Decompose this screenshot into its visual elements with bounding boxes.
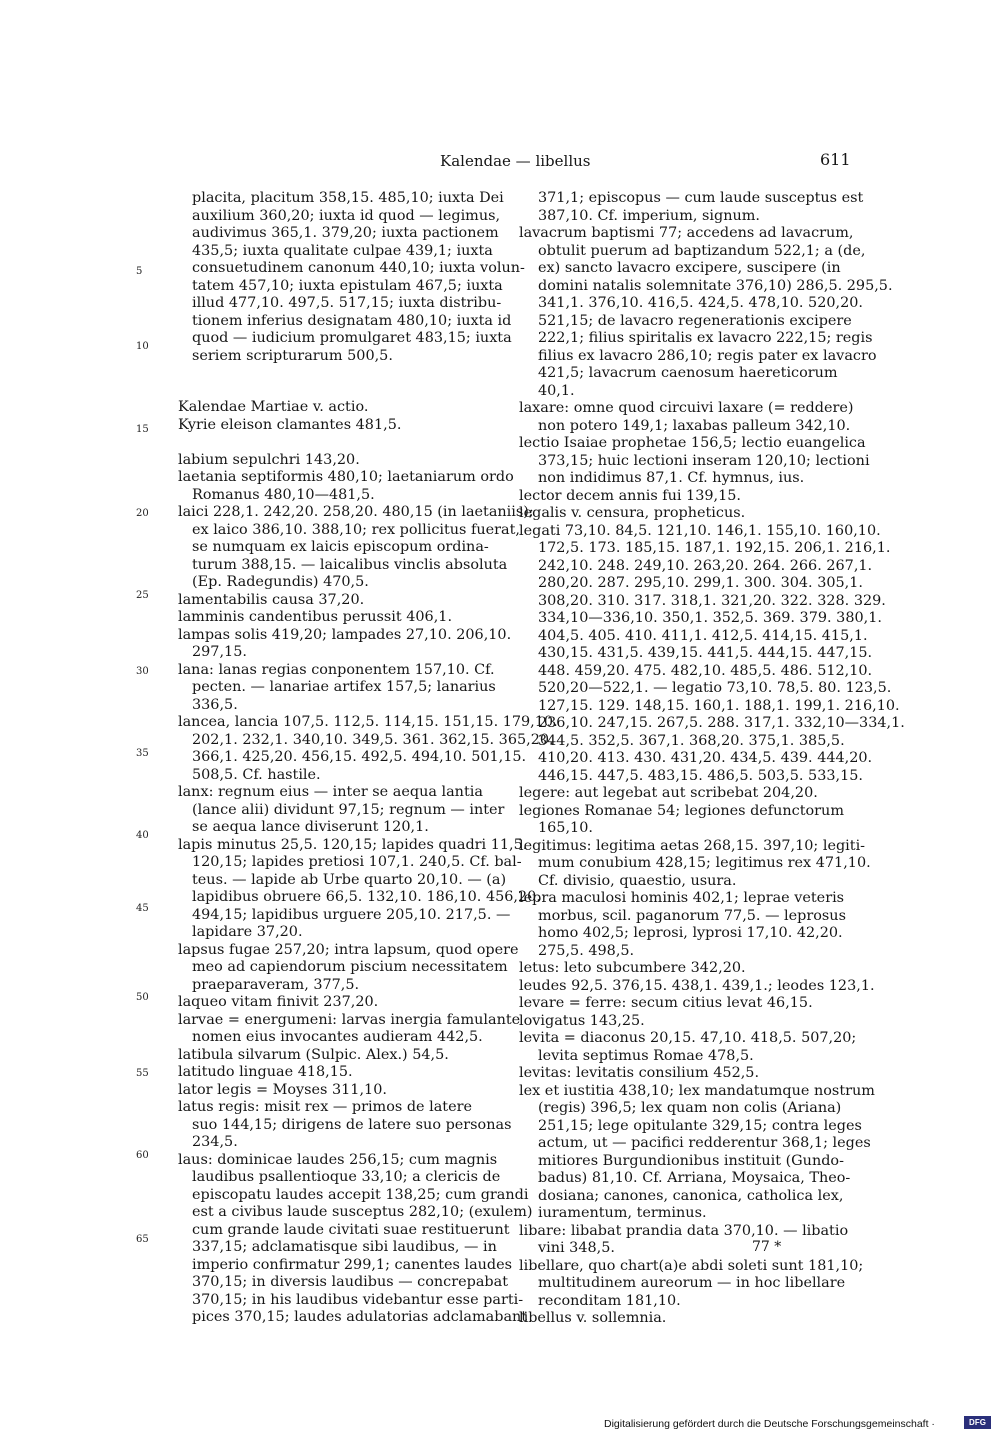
entry-line: lancea, lancia 107,5. 112,5. 114,15. 151,15. 179,10.	[178, 714, 558, 730]
entry-line: 242,10. 248. 249,10. 263,20. 264. 266. 267,1.	[538, 557, 873, 574]
entry-line: 40,1.	[538, 382, 575, 399]
entry-line: domini natalis solemnitate 376,10) 286,5. 295,5.	[538, 277, 893, 294]
entry-line: non indidimus 87,1. Cf. hymnus, ius.	[538, 470, 805, 486]
entry-line: lapidare 37,20.	[192, 924, 303, 940]
entry-line: levitas: levitatis consilium 452,5.	[519, 1065, 760, 1081]
entry-line: legiones Romanae 54; legiones defunctorum	[519, 802, 844, 819]
entry-line: homo 402,5; leprosi, lyprosi 17,10. 42,20.	[538, 925, 843, 941]
entry-line: latibula silvarum (Sulpic. Alex.) 54,5.	[178, 1046, 449, 1063]
entry-line: multitudinem aureorum — in hoc libellare	[538, 1275, 846, 1291]
entry-line: 308,20. 310. 317. 318,1. 321,20. 322. 328. 329.	[538, 592, 886, 609]
entry-line: legitimus: legitima aetas 268,15. 397,10; legiti-	[519, 837, 866, 854]
line-number: 55	[136, 1068, 149, 1079]
entry-line: 344,5. 352,5. 367,1. 368,20. 375,1. 385,5.	[538, 732, 845, 749]
entry-line: laudibus psallentioque 33,10; a clericis de	[192, 1169, 501, 1185]
line-number: 30	[136, 666, 149, 677]
entry-line: 280,20. 287. 295,10. 299,1. 300. 304. 305,1.	[538, 575, 863, 591]
entry-line: illud 477,10. 497,5. 517,15; iuxta distribu-	[192, 295, 502, 311]
entry-line: leudes 92,5. 376,15. 438,1. 439,1.; leodes 123,1.	[519, 977, 875, 994]
entry-line: 421,5; lavacrum caenosum haereticorum	[538, 365, 838, 381]
entry-line: lector decem annis fui 139,15.	[519, 487, 741, 504]
entry-line: laici 228,1. 242,20. 258,20. 480,15 (in laetaniis);	[178, 504, 534, 520]
entry-line: audivimus 365,1. 379,20; iuxta pactionem	[192, 225, 499, 241]
entry-line: 371,1; episcopus — cum laude susceptus est	[538, 190, 864, 206]
entry-line: seriem scripturarum 500,5.	[192, 347, 393, 364]
entry-line: labium sepulchri 143,20.	[178, 451, 360, 468]
entry-line: lex et iustitia 438,10; lex mandatumque nostrum	[519, 1082, 875, 1099]
entry-line: 404,5. 405. 410. 411,1. 412,5. 414,15. 415,1.	[538, 627, 868, 644]
entry-line: vini 348,5.	[538, 1240, 615, 1256]
line-number: 60	[136, 1150, 149, 1161]
entry-line: lovigatus 143,25.	[519, 1012, 645, 1029]
entry-line: 165,10.	[538, 820, 593, 836]
entry-line: lamminis candentibus perussit 406,1.	[178, 609, 453, 625]
entry-line: 370,15; in diversis laudibus — concrepabat	[192, 1274, 508, 1290]
entry-line: 120,15; lapides pretiosi 107,1. 240,5. Cf. bal-	[192, 854, 522, 870]
entry-line: actum, ut — pacifici redderentur 368,1; leges	[538, 1135, 871, 1151]
entry-line: legati 73,10. 84,5. 121,10. 146,1. 155,10. 160,10.	[519, 522, 881, 539]
entry-line: reconditam 181,10.	[538, 1292, 681, 1309]
entry-line: lectio Isaiae prophetae 156,5; lectio euangelica	[519, 435, 866, 451]
entry-line: nomen eius invocantes audieram 442,5.	[192, 1029, 483, 1045]
line-number: 15	[136, 424, 149, 435]
entry-line: lator legis = Moyses 311,10.	[178, 1081, 387, 1098]
entry-line: morbus, scil. paganorum 77,5. — leprosus	[538, 907, 846, 924]
entry-line: 370,15; in his laudibus videbantur esse parti-	[192, 1291, 524, 1308]
entry-line: teus. — lapide ab Urbe quarto 20,10. — (a)	[192, 871, 507, 888]
entry-line: dosiana; canones, canonica, catholica lex,	[538, 1187, 844, 1204]
entry-line: 366,1. 425,20. 456,15. 492,5. 494,10. 501,15.	[192, 749, 527, 765]
entry-line: levita = diaconus 20,15. 47,10. 418,5. 507,20;	[519, 1030, 857, 1046]
entry-line: 334,10—336,10. 350,1. 352,5. 369. 379. 380,1.	[538, 610, 882, 626]
entry-line: lapidibus obruere 66,5. 132,10. 186,10. 456,20.	[192, 889, 541, 905]
entry-line: legere: aut legebat aut scribebat 204,20.	[519, 785, 818, 801]
entry-line: 387,10. Cf. imperium, signum.	[538, 207, 760, 224]
entry-line: filius ex lavacro 286,10; regis pater ex lavacro	[538, 347, 877, 364]
entry-line: 251,15; lege opitulante 329,15; contra leges	[538, 1117, 862, 1134]
line-number: 40	[136, 830, 149, 841]
entry-line: auxilium 360,20; iuxta id quod — legimus,	[192, 207, 501, 224]
entry-line: imperio confirmatur 299,1; canentes laudes	[192, 1256, 513, 1273]
entry-line: ex) sancto lavacro excipere, suscipere (in	[538, 260, 841, 276]
entry-line: (Ep. Radegundis) 470,5.	[192, 574, 369, 590]
entry-line: episcopatu laudes accepit 138,25; cum grandi	[192, 1186, 529, 1203]
entry-line: 297,15.	[192, 644, 247, 660]
line-number: 25	[136, 590, 149, 601]
entry-line: est a civibus laude susceptus 282,10; (exulem)	[192, 1204, 533, 1220]
entry-line	[173, 365, 501, 399]
page-number: 611	[820, 150, 851, 169]
entry-line: 275,5. 498,5.	[538, 942, 635, 959]
entry-line: lepra maculosi hominis 402,1; leprae veteris	[519, 890, 845, 906]
entry-line: meo ad capiendorum piscium necessitatem	[192, 959, 508, 975]
entry-line: quod — iudicium promulgaret 483,15; iuxta	[192, 330, 512, 346]
digitization-credit: Digitalisierung gefördert durch die Deutsche Forschungsgemeinschaft ·	[604, 1418, 935, 1430]
left-column	[173, 190, 558, 1327]
entry-line: mum conubium 428,15; legitimus rex 471,10.	[538, 855, 871, 871]
entry-line: 448. 459,20. 475. 482,10. 485,5. 486. 512,10.	[538, 662, 873, 679]
entry-line: lana: lanas regias conponentem 157,10. Cf.	[178, 661, 495, 678]
entry-line: turum 388,15. — laicalibus vinclis absoluta	[192, 556, 508, 573]
entry-line: praeparaveram, 377,5.	[192, 976, 360, 993]
signature-mark: 77 *	[752, 1239, 782, 1255]
entry-line: letus: leto subcumbere 342,20.	[519, 960, 746, 976]
entry-line: larvae = energumeni: larvas inergia famulante	[178, 1011, 521, 1028]
entry-line: latitudo linguae 418,15.	[178, 1064, 353, 1080]
entry-line: consuetudinem canonum 440,10; iuxta volun-	[192, 260, 525, 276]
entry-line: 336,5.	[192, 696, 238, 713]
entry-line: se numquam ex laicis episcopum ordina-	[192, 539, 489, 555]
entry-line: 337,15; adclamatisque sibi laudibus, — in	[192, 1239, 497, 1255]
entry-line: lampas solis 419,20; lampades 27,10. 206,10.	[178, 626, 512, 643]
line-number: 5	[136, 266, 143, 277]
entry-line: 202,1. 232,1. 340,10. 349,5. 361. 362,15. 365,20.	[192, 731, 554, 748]
entry-line: libellare, quo chart(a)e abdi soleti sunt 181,10;	[519, 1257, 864, 1274]
dfg-logo: DFG	[964, 1416, 991, 1429]
entry-line: non potero 149,1; laxabas palleum 342,10.	[538, 417, 851, 434]
entry-line: laxare: omne quod circuivi laxare (= reddere)	[519, 400, 854, 416]
entry-line: tionem inferius designatam 480,10; iuxta id	[192, 312, 512, 329]
entry-line: 494,15; lapidibus urguere 205,10. 217,5. —	[192, 906, 511, 923]
line-number: 65	[136, 1234, 149, 1245]
entry-line: libare: libabat prandia data 370,10. — libatio	[519, 1222, 849, 1239]
entry-line: 508,5. Cf. hastile.	[192, 766, 321, 783]
entry-line: 520,20—522,1. — legatio 73,10. 78,5. 80. 123,5.	[538, 680, 892, 696]
entry-line: libellus v. sollemnia.	[519, 1310, 667, 1326]
entry-line: 172,5. 173. 185,15. 187,1. 192,15. 206,1. 216,1.	[538, 540, 891, 556]
entry-line: pices 370,15; laudes adulatorias adclamabant	[192, 1309, 528, 1325]
entry-line: 341,1. 376,10. 416,5. 424,5. 478,10. 520,20.	[538, 295, 863, 311]
entry-line: 521,15; de lavacro regenerationis excipere	[538, 312, 852, 329]
entry-line: latus regis: misit rex — primos de latere	[178, 1099, 472, 1115]
entry-line: obtulit puerum ad baptizandum 522,1; a (de,	[538, 242, 866, 259]
entry-line: ex laico 386,10. 388,10; rex pollicitus fuerat,	[192, 521, 520, 538]
entry-line: 234,5.	[192, 1134, 238, 1150]
entry-line: 446,15. 447,5. 483,15. 486,5. 503,5. 533,15.	[538, 767, 863, 784]
entry-line: 410,20. 413. 430. 431,20. 434,5. 439. 444,20.	[538, 750, 873, 766]
entry-line: 435,5; iuxta qualitate culpae 439,1; iuxta	[192, 242, 493, 259]
entry-line: laetania septiformis 480,10; laetaniarum ordo	[178, 469, 514, 485]
entry-line: placita, placitum 358,15. 485,10; iuxta Dei	[192, 190, 504, 206]
entry-line: 236,10. 247,15. 267,5. 288. 317,1. 332,10—334,1.	[538, 715, 905, 731]
line-number: 20	[136, 508, 149, 519]
entry-line: Romanus 480,10—481,5.	[192, 486, 375, 503]
entry-line: lanx: regnum eius — inter se aequa lantia	[178, 784, 483, 800]
running-head: Kalendae — libellus	[440, 152, 591, 170]
line-number: 35	[136, 748, 149, 759]
entry-line: laqueo vitam finivit 237,20.	[178, 994, 379, 1010]
entry-line: (regis) 396,5; lex quam non colis (Ariana)	[538, 1100, 842, 1116]
entry-line: pecten. — lanariae artifex 157,5; lanarius	[192, 679, 496, 695]
entry-line: badus) 81,10. Cf. Arriana, Moysaica, Theo-	[538, 1170, 851, 1186]
entry-line: 127,15. 129. 148,15. 160,1. 188,1. 199,1. 216,10.	[538, 697, 900, 714]
entry-line: 373,15; huic lectioni inseram 120,10; lectioni	[538, 452, 870, 469]
entry-line: lavacrum baptismi 77; accedens ad lavacrum,	[519, 225, 854, 241]
entry-line: lamentabilis causa 37,20.	[178, 591, 365, 608]
entry-line: Kalendae Martiae v. actio.	[178, 399, 369, 415]
entry-line: levare = ferre: secum citius levat 46,15.	[519, 995, 813, 1011]
right-column	[519, 190, 905, 1328]
entry-line: legalis v. censura, propheticus.	[519, 505, 746, 521]
entry-line: tatem 457,10; iuxta epistulam 467,5; iuxta	[192, 277, 503, 294]
line-number: 45	[136, 903, 149, 914]
entry-line	[173, 434, 501, 452]
entry-line: mitiores Burgundionibus instituit (Gundo-	[538, 1152, 844, 1169]
entry-line: levita septimus Romae 478,5.	[538, 1047, 754, 1064]
line-number: 10	[136, 341, 149, 352]
entry-line: 222,1; filius spiritalis ex lavacro 222,15; regis	[538, 330, 873, 346]
entry-line: (lance alii) dividunt 97,15; regnum — inter	[192, 801, 505, 818]
line-number: 50	[136, 992, 149, 1003]
entry-line: 430,15. 431,5. 439,15. 441,5. 444,15. 447,15.	[538, 645, 873, 661]
entry-line: cum grande laude civitati suae restituerunt	[192, 1221, 510, 1238]
entry-line: iuramentum, terminus.	[538, 1205, 707, 1221]
entry-line: se aequa lance diviserunt 120,1.	[192, 819, 429, 835]
entry-line: lapis minutus 25,5. 120,15; lapides quadri 11,5.	[178, 836, 528, 853]
entry-line: laus: dominicae laudes 256,15; cum magnis	[178, 1151, 498, 1168]
entry-line: Cf. divisio, quaestio, usura.	[538, 872, 737, 889]
entry-line: suo 144,15; dirigens de latere suo personas	[192, 1116, 512, 1133]
entry-line: Kyrie eleison clamantes 481,5.	[178, 416, 402, 433]
entry-line: lapsus fugae 257,20; intra lapsum, quod opere	[178, 941, 519, 958]
